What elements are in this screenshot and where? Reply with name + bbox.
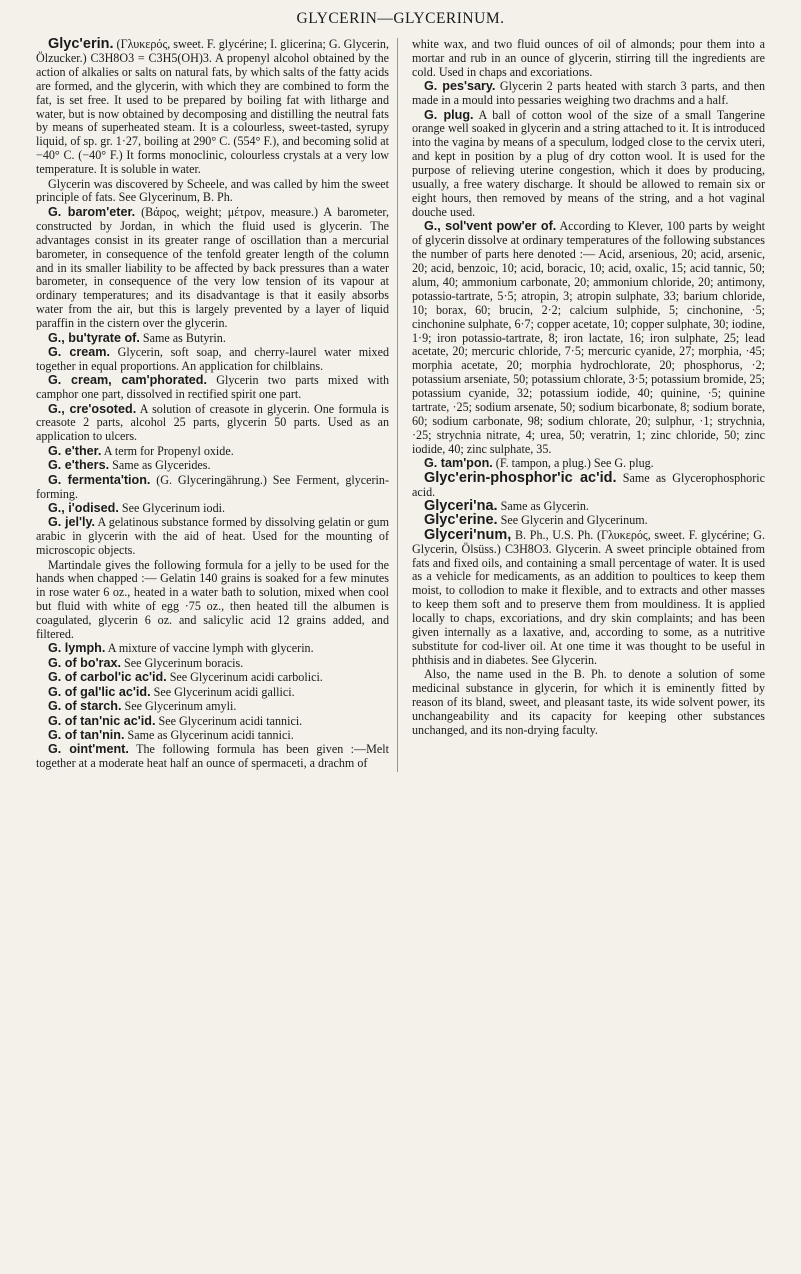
entry-headword: G., i'odised. [48,500,119,515]
dictionary-entry [36,657,389,671]
entry-definition: (G. Glyceringährung.) See Ferment, glycerin-forming. [36,472,389,501]
entry-definition: Same as Glycerides. [109,458,211,473]
dictionary-entry [36,559,389,642]
entry-definition: A solution of creasote in glycerin. One formula is creasote 2 parts, alcohol 25 parts, glycerin 50 parts. Used as an application to ulcers. [36,401,389,444]
entry-definition: B. Ph., U.S. Ph. (Γλυκερός, sweet. F. glycérine; G. Glycerin, Ölsüss.) C3H8O3. Glycerin. A sweet principle obtained from fats and fixed oils, and containing a small percentage of water. It is used as a vehicle for medicaments, as an addition to poultices to keep them moist, to collodion to make it flexible, and to extracts and other masses to keep them soft and to preserve them from mouldiness. It is applied locally to chaps, excoriations, and dry skin complaints; and has been given internally as a laxative, and, according to some, as a nutritive substitute for cod-liver oil. At one time it was thought to be useful in phthisis and in diabetes. See Glycerin. [412,527,765,667]
entry-headword: G. fermenta'tion. [48,472,151,487]
entry-headword: G. barom'eter. [48,204,136,219]
entry-definition: white wax, and two fluid ounces of oil of almonds; pour them into a mortar and rub in an ounce of glycerin, stirring till the ingredients are cold. Used in chaps and excoriations. [412,37,765,79]
entry-definition: According to Klever, 100 parts by weight of glycerin dissolve at ordinary temperatures of the following substances the number of parts here denoted :— Acid, arsenious, 20; acid, arsenic, 20; acid, benzoic, 10; acid, boracic, 10; acid, oxalic, 15; acid tannic, 50; alum, 40; ammonium carbonate, 20; ammonium chloride, 20; antimony, potassio-tartrate, 5·5; atropin, 3; atropin sulphate, 33; barium chloride, 10; borax, 60; brucin, 2·2; calcium sulphide, 5; cinchonine, ·5; cinchonine sulphate, 6·7; copper acetate, 10; copper sulphate, 30; iodine, 1·9; iron potassio-tartrate, 8; iron lactate, 16; iron sulphate, 25; lead acetate, 20; mercuric chloride, 7·5; mercuric cyanide, 27; morphia, ·45; morphia acetate, 20; morphia hydrochlorate, 20; phosphorus, ·2; potassium arseniate, 50; potassium chlorate, 3·5; potassium bromide, 25; potassium cyanide, 32; potassium iodide, 40; quinine, ·5; quinine tartrate, ·25; sodium arsenate, 50; sodium bicarbonate, 8; sodium borate, 60; sodium carbonate, 98; sodium chlorate, 20; sulphur, ·1; strychnia, ·25; strychnia nitrate, 4; urea, 50; veratrin, 1; zinc chloride, 50; zinc iodide, 40; zinc sulphate, 35. [412,219,766,456]
entry-definition: Glycerin 2 parts heated with starch 3 parts, and then made in a mould into pessaries weighing two drachms and a half. [412,79,765,108]
entry-headword: G. lymph. [48,641,106,656]
dictionary-entry [36,729,389,743]
entry-definition: See Glycerinum boracis. [120,655,244,670]
dictionary-entry [412,526,765,668]
dictionary-entry [36,642,389,656]
entry-definition: Also, the name used in the B. Ph. to denote a solution of some medicinal substance in glycerin, for which it is eminently fitted by reason of its bland, sweet, and pleasant taste, its wide solvent power, its unchangeability and its capacity for keeping other substances unchanged, and its non-drying faculty. [412,667,765,737]
entry-headword: G. of carbol'ic ac'id. [48,670,167,685]
entry-definition: Same as Glycerinum acidi tannici. [124,727,294,742]
entry-definition: See Glycerinum acidi carbolici. [166,670,323,685]
entry-definition: See Glycerinum iodi. [118,500,226,515]
entry-headword: G. plug. [424,107,474,122]
dictionary-entry [412,38,765,80]
entry-headword: Glyc'erin-phosphor'ic ac'id. [424,469,617,486]
entry-definition: Same as Glycerin. [497,498,589,513]
entry-headword: G. e'thers. [48,458,110,473]
entry-definition: See Glycerin and Glycerinum. [497,513,648,528]
dictionary-entry [36,516,389,558]
entry-definition: A term for Propenyl oxide. [101,443,234,458]
entry-headword: Glyceri'num, [424,526,512,543]
entry-definition: A gelatinous substance formed by dissolving gelatin or gum arabic in glycerin with the aid of heat. Used for the mounting of microscopic objects. [36,515,389,558]
dictionary-entry [412,668,765,738]
dictionary-entry [412,109,765,220]
entry-definition: See Glycerinum acidi gallici. [150,684,295,699]
running-head: GLYCERIN—GLYCERINUM. [296,10,505,27]
entry-headword: Glyc'erin. [48,36,114,52]
dictionary-entry [36,374,389,402]
dictionary-entry [36,332,389,346]
entry-definition: A mixture of vaccine lymph with glycerin. [105,641,314,656]
entry-headword: G. cream, cam'phorated. [48,373,207,388]
dictionary-entry [36,206,389,331]
entry-definition: Same as Glycerophosphoric acid. [412,470,765,499]
entry-headword: G. jel'ly. [48,515,96,530]
entry-definition: Same as Butyrin. [139,330,226,345]
dictionary-entry [36,38,389,177]
entry-headword: G. of bo'rax. [48,655,121,670]
dictionary-entry [36,671,389,685]
columns [36,38,765,772]
entry-headword: G. of gal'lic ac'id. [48,684,151,699]
entry-definition: The following formula has been given :—Melt together at a moderate heat half an ounce of spermaceti, a drachm of [36,742,389,771]
entry-definition: See Glycerinum acidi tannici. [155,713,303,728]
entry-definition: Glycerin two parts mixed with camphor one part, dissolved in rectified spirit one part. [36,373,389,402]
entry-headword: G., sol'vent pow'er of. [424,219,557,234]
entry-headword: G. cream. [48,344,110,359]
dictionary-entry [36,445,389,459]
entry-definition: (F. tampon, a plug.) See G. plug. [492,456,654,471]
entry-definition: Glycerin was discovered by Scheele, and was called by him the sweet principle of fats. See Glycerinum, B. Ph. [36,176,389,205]
dictionary-entry [36,403,389,445]
dictionary-entry [412,80,765,108]
dictionary-entry [36,743,389,771]
entry-definition: Glycerin, soft soap, and cherry-laurel water mixed together in equal proportions. An application for chilblains. [36,344,389,373]
dictionary-entry [36,715,389,729]
entry-headword: G. oint'ment. [48,742,129,757]
entry-headword: G. of starch. [48,699,122,714]
entry-definition: Martindale gives the following formula for a jelly to be used for the hands when chapped :— Gelatin 140 grains is soaked for a few minutes in rose water 6 oz., heated in a water bath to solution, mixed when cool but fluid with white of egg ·75 oz., then heated till the albumen is coagulated, glycerin 6 oz. and salicylic acid 12 grains added, and filtered. [36,557,389,642]
dictionary-entry [36,502,389,516]
dictionary-entry [412,469,765,500]
dictionary-entry [36,686,389,700]
entry-definition: (Γλυκερός, sweet. F. glycérine; I. glicerina; G. Glycerin, Ölzucker.) C3H8O3 = C3H5(OH)3. A propenyl alcohol obtained by the action of alkalies or salts on natural fats, by which salts of the fatty acids are formed, and the glycerin, with which they are combined to form the fat, is set free. It used to be prepared by boiling fat with litharge and water, but is now obtained by decomposing and distilling the neutral fats by means of superheated steam. It is a colourless, sweet-tasted, syrupy liquid, of sp. gr. 1·27, boiling at 290° C. (554° F.), and becoming solid at −40° C. (−40° F.) It forms monoclinic, colourless crystals at a very low temperature. It is soluble in water. [36,37,389,177]
entry-definition: A ball of cotton wool of the size of a small Tangerine orange well soaked in glycerin and a string attached to it. It is introduced into the vagina by means of a speculum, lodged close to the cervix uteri, and kept in position by a plug of dry cotton wool. It is used for the purpose of relieving uterine congestion, which it does by producing, usually, a free watery discharge. It should be allowed to remain six or eight hours, then removed by means of the string, and a hot vaginal douche used. [412,107,765,219]
dictionary-entry [412,220,765,456]
dictionary-entry [36,474,389,502]
entry-headword: G., cre'osoted. [48,401,137,416]
entry-definition: See Glycerinum amyli. [121,699,237,714]
entry-definition: (Βάρος, weight; μέτρον, measure.) A barometer, constructed by Jordan, in which the fluid used is glycerin. The advantages consist in its greater range of oscillation than a mercurial barometer, in consequence of the tenfold greater length of the column and in its smaller liability to be affected by back pressures than a water barometer, in consequence of the very low tension of its vapour at ordinary temperatures; and its disadvantage is that it easily absorbs water from the air, but this is largely prevented by a layer of liquid paraffin in the cistern over the glycerin. [36,204,389,331]
entry-headword: G. pes'sary. [424,79,496,94]
entry-headword: Glyceri'na. [424,497,498,514]
entry-headword: G. of tan'nic ac'id. [48,713,156,728]
entry-headword: G., bu'tyrate of. [48,330,140,345]
dictionary-entry [36,459,389,473]
entry-headword: G. tam'pon. [424,456,493,471]
entry-headword: G. of tan'nin. [48,727,125,742]
dictionary-entry [36,178,389,206]
entry-headword: G. e'ther. [48,443,102,458]
right-column [412,38,765,738]
entry-headword: Glyc'erine. [424,512,498,529]
dictionary-entry [36,346,389,374]
dictionary-entry [36,700,389,714]
left-column [36,38,398,772]
